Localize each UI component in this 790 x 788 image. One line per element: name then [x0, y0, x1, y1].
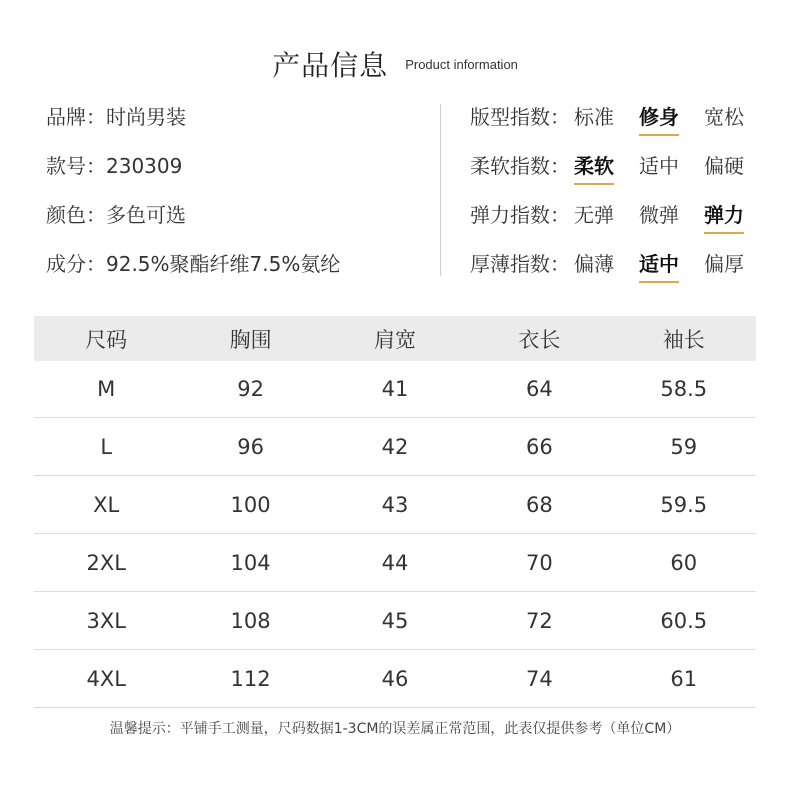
column-header: 尺码	[34, 316, 178, 361]
table-cell: 100	[178, 476, 322, 534]
size-table	[34, 316, 756, 708]
table-cell: 60	[612, 534, 756, 592]
index-option: 偏厚	[704, 252, 744, 276]
title-cn: 产品信息	[272, 49, 389, 82]
info-row-color	[46, 194, 426, 243]
index-row-fit	[470, 96, 770, 145]
table-cell: 66	[467, 418, 611, 476]
info-label: 款号：	[46, 154, 106, 178]
info-value: 多色可选	[106, 203, 186, 227]
info-row-style-no	[46, 145, 426, 194]
table-cell: 4XL	[34, 650, 178, 708]
index-option: 宽松	[704, 105, 744, 129]
info-label: 颜色：	[46, 203, 106, 227]
table-cell: 43	[323, 476, 467, 534]
index-option: 偏硬	[704, 154, 744, 178]
index-option: 适中	[639, 154, 679, 178]
fabric-index-list	[470, 96, 770, 292]
table-cell: 108	[178, 592, 322, 650]
measurement-note: 温馨提示：平铺手工测量，尺码数据1-3CM的误差属正常范围，此表仅提供参考（单位CM）	[109, 721, 681, 737]
column-header: 袖长	[612, 316, 756, 361]
info-label: 品牌：	[46, 105, 106, 129]
title-en: Product information	[405, 56, 518, 72]
table-cell: 70	[467, 534, 611, 592]
index-row-elasticity	[470, 194, 770, 243]
index-option: 微弹	[639, 203, 679, 227]
index-option-selected: 修身	[639, 96, 699, 138]
table-cell: 46	[323, 650, 467, 708]
column-header: 肩宽	[323, 316, 467, 361]
index-option-selected: 适中	[639, 243, 699, 285]
info-value: 92.5%聚酯纤维7.5%氨纶	[106, 252, 341, 276]
table-cell: 44	[323, 534, 467, 592]
info-row-brand	[46, 96, 426, 145]
table-cell: XL	[34, 476, 178, 534]
table-cell: 61	[612, 650, 756, 708]
product-info-list	[46, 96, 426, 292]
table-cell: 59.5	[612, 476, 756, 534]
table-cell: 3XL	[34, 592, 178, 650]
table-cell: 59	[612, 418, 756, 476]
table-cell: 68	[467, 476, 611, 534]
table-row	[34, 361, 756, 418]
index-row-softness	[470, 145, 770, 194]
table-cell: 104	[178, 534, 322, 592]
table-cell: 96	[178, 418, 322, 476]
index-option-selected: 柔软	[574, 145, 634, 187]
table-cell: 112	[178, 650, 322, 708]
index-option-selected: 弹力	[704, 194, 764, 236]
table-cell: 58.5	[612, 361, 756, 418]
vertical-divider	[440, 104, 441, 276]
index-option: 无弹	[574, 203, 614, 227]
table-cell: M	[34, 361, 178, 418]
page-title	[0, 44, 790, 84]
table-cell: 2XL	[34, 534, 178, 592]
index-label: 弹力指数：	[470, 203, 570, 227]
table-cell: 72	[467, 592, 611, 650]
index-option: 标准	[574, 105, 614, 129]
table-cell: L	[34, 418, 178, 476]
table-row	[34, 592, 756, 650]
table-row	[34, 476, 756, 534]
info-row-material	[46, 243, 426, 292]
column-header: 胸围	[178, 316, 322, 361]
table-row	[34, 534, 756, 592]
table-cell: 45	[323, 592, 467, 650]
table-row	[34, 418, 756, 476]
info-value: 时尚男装	[106, 105, 186, 129]
index-row-thickness	[470, 243, 770, 292]
column-header: 衣长	[467, 316, 611, 361]
index-label: 柔软指数：	[470, 154, 570, 178]
table-cell: 42	[323, 418, 467, 476]
index-option: 偏薄	[574, 252, 614, 276]
info-label: 成分：	[46, 252, 106, 276]
index-label: 厚薄指数：	[470, 252, 570, 276]
table-cell: 41	[323, 361, 467, 418]
table-cell: 64	[467, 361, 611, 418]
table-header-row	[34, 316, 756, 361]
table-cell: 74	[467, 650, 611, 708]
table-row	[34, 650, 756, 708]
info-value: 230309	[106, 154, 183, 178]
table-cell: 60.5	[612, 592, 756, 650]
index-label: 版型指数：	[470, 105, 570, 129]
table-cell: 92	[178, 361, 322, 418]
